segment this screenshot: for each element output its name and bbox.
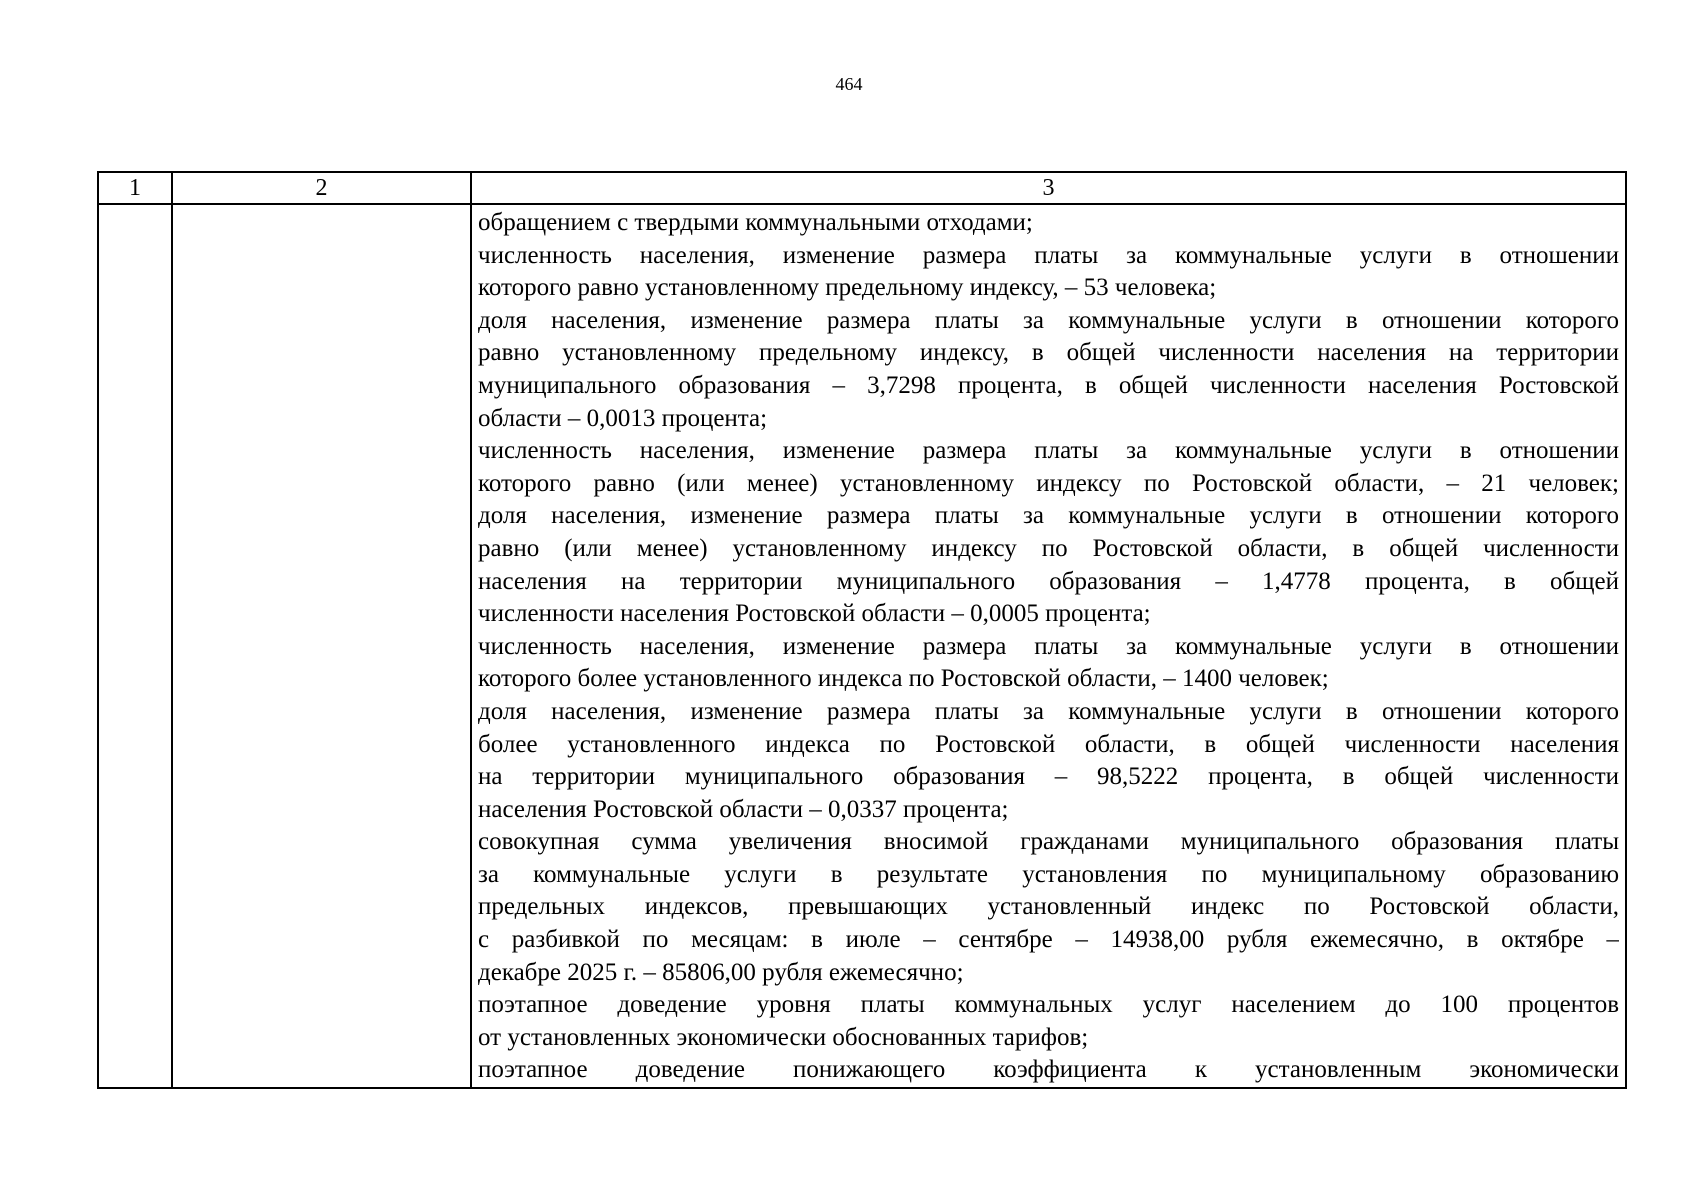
column-header-1: 1 (98, 172, 172, 204)
text-line: обращением с твердыми коммунальными отходами; (478, 209, 1033, 236)
text-line: населения Ростовской области – 0,0337 процента; (478, 795, 1009, 823)
text-line: равно (или менее) установленному индексу по Ростовской области, в общей численности (478, 534, 1619, 562)
cell-column-2 (172, 204, 471, 1088)
text-line: на территории муниципального образования – 98,5222 процента, в общей численности (478, 763, 1619, 791)
text-line: которого равно установленному предельному индексу, – 53 человека; (478, 274, 1217, 302)
text-line: с разбивкой по месяцам: в июле – сентябре – 14938,00 рубля ежемесячно, в октябре – (478, 926, 1619, 954)
text-line: численности населения Ростовской области – 0,0005 процента; (478, 600, 1151, 628)
text-line: поэтапное доведение понижающего коэффициента к установленным экономически (478, 1056, 1619, 1084)
cell-text (478, 207, 1619, 1087)
text-line: от установленных экономически обоснованных тарифов; (478, 1023, 1089, 1051)
column-header-2: 2 (172, 172, 471, 204)
text-line: более установленного индекса по Ростовской области, в общей численности населения (478, 730, 1619, 758)
text-line: за коммунальные услуги в результате установления по муниципальному образованию (478, 860, 1619, 888)
text-line: численность населения, изменение размера платы за коммунальные услуги в отношении (478, 437, 1619, 465)
cell-column-3 (471, 204, 1626, 1088)
table-row (98, 204, 1626, 1088)
text-line: которого равно (или менее) установленному индексу по Ростовской области, – 21 человек; (478, 469, 1619, 497)
text-line: доля населения, изменение размера платы за коммунальные услуги в отношении которого (478, 306, 1619, 334)
text-line: населения на территории муниципального образования – 1,4778 процента, в общей (478, 567, 1619, 595)
text-line: поэтапное доведение уровня платы коммунальных услуг населением до 100 процентов (478, 991, 1619, 1019)
document-table (97, 171, 1627, 1089)
text-line: предельных индексов, превышающих установленный индекс по Ростовской области, (478, 893, 1619, 921)
column-header-3: 3 (471, 172, 1626, 204)
cell-column-1 (98, 204, 172, 1088)
page-number: 464 (835, 74, 863, 94)
text-line: совокупная сумма увеличения вносимой гражданами муниципального образования платы (478, 828, 1619, 856)
text-line: численность населения, изменение размера платы за коммунальные услуги в отношении (478, 241, 1619, 269)
text-line: муниципального образования – 3,7298 процента, в общей численности населения Ростовской (478, 371, 1619, 399)
text-line: области – 0,0013 процента; (478, 404, 768, 432)
text-line: доля населения, изменение размера платы за коммунальные услуги в отношении которого (478, 502, 1619, 530)
table-header-row (98, 172, 1626, 204)
text-line: доля населения, изменение размера платы за коммунальные услуги в отношении которого (478, 697, 1619, 725)
text-line: численность населения, изменение размера платы за коммунальные услуги в отношении (478, 632, 1619, 660)
text-line: равно установленному предельному индексу, в общей численности населения на территории (478, 339, 1619, 367)
text-line: которого более установленного индекса по Ростовской области, – 1400 человек; (478, 665, 1329, 693)
text-line: декабре 2025 г. – 85806,00 рубля ежемесячно; (478, 958, 964, 986)
